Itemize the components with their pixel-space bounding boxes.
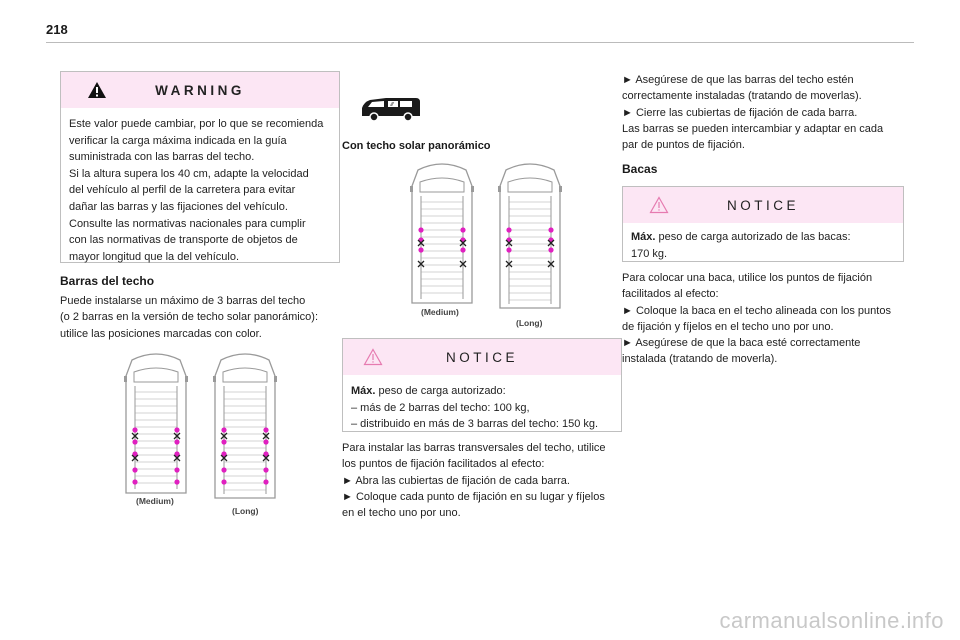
fixing-point-dot [460, 227, 465, 232]
paragraph-line: par de puntos de fijación. [622, 139, 745, 152]
notice-line: – distribuido en más de 3 barras del techo: 150 kg. [351, 418, 599, 431]
fixing-point-dot [132, 439, 137, 444]
paragraph-line: (o 2 barras en la versión de techo solar panorámico): [60, 311, 319, 324]
notice2-label: Máx. [631, 231, 656, 243]
fixing-point-dot [174, 427, 179, 432]
mirror [185, 376, 188, 382]
warning-line: Consulte las normativas nacionales para cumplir [69, 217, 306, 230]
fixing-point-dot [174, 439, 179, 444]
fixing-point-dot [132, 479, 137, 484]
paragraph-line: instalada (tratando de moverla). [622, 353, 778, 366]
fixing-point-dot [506, 247, 511, 252]
paragraph-line: ► Abra las cubiertas de fijación de cada barra. [342, 474, 570, 487]
van-side-icon [360, 96, 422, 122]
svg-text:⁄⁄⁄: ⁄⁄⁄ [391, 102, 394, 108]
page-number: 218 [46, 22, 68, 37]
notice-body-1 [343, 375, 621, 441]
warning-body [61, 108, 339, 273]
warning-line: con las normativas de transporte de objetos de [69, 234, 298, 247]
warning-line: verificar la carga máxima indicada en la guía [69, 134, 287, 147]
paragraph-line: en el techo uno por uno. [342, 507, 461, 520]
paragraph-line: facilitados al efecto: [622, 288, 719, 301]
top-rule [46, 42, 914, 43]
fixing-point-dot [174, 467, 179, 472]
roof-bars-text [60, 293, 318, 342]
notice-line: – más de 2 barras del techo: 100 kg, [351, 401, 530, 414]
notice1-first: peso de carga autorizado: [375, 385, 506, 397]
paragraph-line: ► Cierre las cubiertas de fijación de cada barra. [622, 106, 858, 119]
notice-title-1: NOTICE [445, 349, 518, 365]
notice-title-2: NOTICE [726, 197, 799, 213]
mirror [410, 186, 413, 192]
paragraph-line: Las barras se pueden intercambiar y adaptar en cada [622, 122, 884, 135]
caption-long: (Long) [232, 506, 259, 516]
warning-line: dañar las barras y las fijaciones del vehículo. [69, 200, 288, 213]
warning-line: Este valor puede cambiar, por lo que se recomienda [69, 118, 324, 130]
fixing-point-dot [221, 479, 226, 484]
fixing-point-dot [418, 227, 423, 232]
paragraph-line: correctamente instaladas (tratando de moverlas). [622, 90, 862, 103]
warning-line: Si la altura supera los 40 cm, adapte la velocidad [69, 167, 309, 180]
fixing-point-dot [221, 427, 226, 432]
warning-line: del vehículo al perfil de la carretera para evitar [69, 184, 296, 197]
fixing-point-dot [132, 467, 137, 472]
van-diagram-sunroof-medium [410, 160, 474, 305]
mirror [124, 376, 127, 382]
paragraph-line: ► Asegúrese de que la baca esté correctamente [622, 337, 861, 350]
notice-body-2 [623, 223, 903, 270]
van-diagram-long [213, 350, 277, 500]
mirror [498, 186, 501, 192]
sunroof-heading: Con techo solar panorámico [342, 140, 491, 152]
fixing-point-dot [263, 427, 268, 432]
notice2-first: peso de carga autorizado de las bacas: [655, 231, 851, 243]
paragraph-line: ► Coloque cada punto de fijación en su lugar y fíjelos [342, 490, 605, 503]
notice1-label: Máx. [351, 385, 376, 397]
warning-icon [87, 81, 107, 99]
fixing-point-dot [263, 467, 268, 472]
racks-heading: Bacas [622, 162, 658, 176]
fixing-point-dot [418, 247, 423, 252]
notice-icon [363, 348, 383, 366]
warning-title: WARNING [155, 82, 245, 98]
warning-line: mayor longitud que la del vehículo. [69, 250, 239, 263]
paragraph-line: Para instalar las barras transversales del techo, utilice [342, 442, 606, 454]
fixing-point-dot [548, 227, 553, 232]
fixing-point-dot [506, 227, 511, 232]
fixing-point-dot [174, 479, 179, 484]
notice-line: 170 kg. [631, 247, 668, 260]
fixing-point-dot [132, 427, 137, 432]
warning-line: suministrada con las barras del techo. [69, 151, 255, 164]
notice-box-2 [622, 186, 904, 262]
fixing-point-dot [263, 439, 268, 444]
fixing-point-dot [548, 247, 553, 252]
rack-text [622, 270, 891, 368]
mirror [559, 186, 562, 192]
fixing-point-dot [221, 467, 226, 472]
van-diagram-sunroof-long [498, 160, 562, 310]
van-diagram-medium [124, 350, 188, 495]
caption-medium: (Medium) [136, 496, 174, 506]
watermark: carmanualsonline.info [719, 608, 944, 633]
paragraph-line: ► Coloque la baca en el techo alineada con los puntos [622, 304, 891, 317]
paragraph-line: ► Asegúrese de que las barras del techo estén [622, 74, 854, 86]
fixing-point-dot [460, 247, 465, 252]
install-text [342, 440, 606, 521]
paragraph-line: Para colocar una baca, utilice los puntos de fijación [622, 272, 873, 284]
notice-header-1 [343, 339, 621, 375]
notice-header-2 [623, 187, 903, 223]
notice-box-1 [342, 338, 622, 432]
mirror [213, 376, 216, 382]
paragraph-line: utilice las posiciones marcadas con color. [60, 327, 262, 340]
col3-text [622, 72, 883, 153]
mirror [471, 186, 474, 192]
fixing-point-dot [221, 439, 226, 444]
mirror [274, 376, 277, 382]
warning-box [60, 71, 340, 263]
paragraph-line: de fijación y fíjelos en el techo uno por uno. [622, 320, 834, 333]
roof-bars-heading: Barras del techo [60, 274, 155, 288]
warning-header [61, 72, 339, 108]
notice-icon [649, 196, 669, 214]
paragraph-line: Puede instalarse un máximo de 3 barras del techo [60, 295, 306, 307]
caption-sunroof-long: (Long) [516, 318, 543, 328]
fixing-point-dot [263, 479, 268, 484]
paragraph-line: los puntos de fijación facilitados al efecto: [342, 458, 545, 471]
caption-sunroof-medium: (Medium) [421, 307, 459, 317]
